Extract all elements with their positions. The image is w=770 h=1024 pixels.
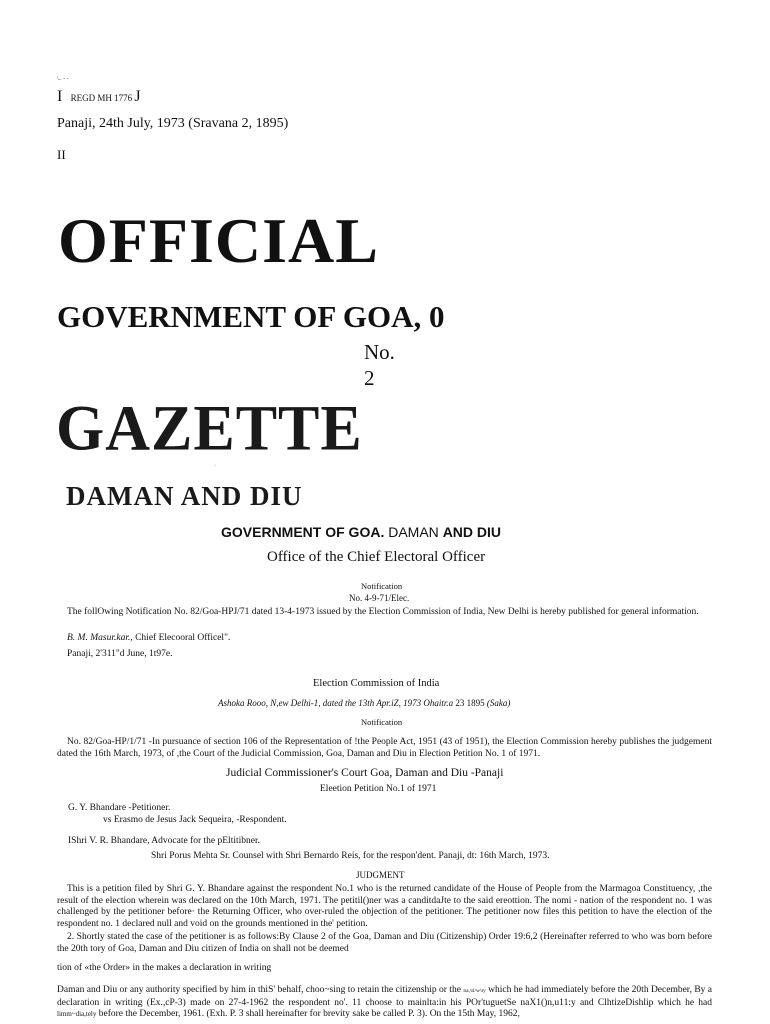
judgment-heading: JUDGMENT bbox=[356, 870, 405, 880]
commission-address-era: (Saka) bbox=[486, 698, 511, 708]
masthead-government: GOVERNMENT OF GOA, 0 bbox=[57, 299, 445, 334]
notification-title: Notification bbox=[361, 581, 403, 591]
masthead-gazette: GAZETTE bbox=[56, 393, 363, 465]
signatory-title: Chief Elecooral Officel". bbox=[135, 633, 231, 643]
judgment-para-4 bbox=[57, 985, 712, 1021]
issue-date: Panaji, 24th July, 1973 (Sravana 2, 1895) bbox=[57, 116, 289, 131]
registration-line bbox=[57, 88, 141, 106]
office-title: Office of the Chief Electoral Officer bbox=[267, 549, 486, 565]
masthead-daman-diu: DAMAN AND DIU bbox=[66, 481, 303, 511]
petition-number: Eleetion Petition No.1 of 1971 bbox=[320, 784, 437, 794]
issue-number-label: No. bbox=[364, 340, 395, 364]
issue-number-value: 2 bbox=[364, 366, 375, 390]
court-name: Judicial Commissioner's Court Goa, Daman and Diu -Panaji bbox=[226, 767, 504, 779]
series-number: II bbox=[57, 147, 66, 162]
place-date: Panaji, 2'311"d June, 1t97e. bbox=[67, 649, 173, 659]
registration-number: REGD MH 1776 bbox=[70, 93, 133, 103]
registration-bracket-right: J bbox=[134, 88, 141, 105]
notification-number: No. 4-9-71/Elec. bbox=[349, 593, 410, 603]
notification-body: The follOwing Notification No. 82/Goa-HPJ/71 dated 13-4-1973 issued by the Election Commission of India, New Delhi is hereby published for general information. bbox=[67, 607, 699, 617]
advocate-petitioner: IShri V. R. Bhandare, Advocate for the pEltitibner. bbox=[68, 836, 260, 846]
scan-mark: \.. - - bbox=[57, 76, 69, 82]
commission-address-line: Ashoka Rooo, N,ew Delhi-1, dated the 13th Apr.iZ, 1973 Ohaitr.a bbox=[218, 698, 454, 708]
scan-dot: · bbox=[214, 463, 216, 469]
masthead-official: OFFICIAL bbox=[58, 205, 379, 276]
advocate-respondent: Shri Porus Mehta Sr. Counsel with Shri Bernardo Reis, for the respon'dent. Panaji, dt: 16th March, 1973. bbox=[151, 851, 550, 861]
judgment-para-4-c: before the December, 1961. (Exh. P. 3 shall hereinafter for brevity sake be called P. 3). On the 15th May, 1962, bbox=[98, 1009, 520, 1019]
respondent: vs Erasmo de Jesus Jack Sequeira, -Respondent. bbox=[103, 815, 287, 825]
judgment-para-3: tion of «the Order» in the makes a declaration in writing bbox=[57, 963, 272, 973]
registration-bracket-left: I bbox=[57, 88, 63, 105]
section-heading-part1: GOVERNMENT OF GOA. bbox=[221, 524, 385, 540]
section-heading-part2: DAMAN bbox=[388, 524, 439, 540]
section-heading-part3: AND DIU bbox=[442, 524, 502, 540]
section-heading bbox=[221, 524, 501, 540]
notification2-body: No. 82/Goa-HP/1/71 -In pursuance of section 106 of the Representation of !the People Act, 1951 (43 of 1951), the Election Commission hereby publishes the judgement dated the 16th March, 1973, of ,the Court of the Judicial Commission, Goa, Daman and Diu in Election Petition No. 1 of 1971. bbox=[57, 737, 712, 759]
notification2-title: Notification bbox=[361, 717, 403, 727]
signatory bbox=[67, 633, 230, 643]
signatory-name: B. M. Masur.kar., bbox=[67, 633, 133, 643]
commission-name: Election Commission of India bbox=[313, 678, 440, 689]
petitioner: G. Y. Bhandare -Petitioner. bbox=[68, 803, 171, 813]
judgment-para-4-tiny2: limm~dia,tely bbox=[57, 1010, 97, 1018]
judgment-para-1: This is a petition filed by Shri G. Y. Bhandare against the respondent No.1 who is the returned candidate of the House of People from the Marmagoa Constituency, ,the result of the election wherein was declared on the 10th March, 1971. The petitil()ner was a canditdaJte to the said ereottion. The nomi - nation of the respondent no. 1 was challenged by the petitioner before· the Returning Officer, who over-ruled the objection of the petitioner. The petitioner now files this petition to have the election of the respondent no. 1 declared null and void on the grounds mentioned in the' petition. bbox=[57, 884, 712, 929]
judgment-para-2: 2. Shortly stated the case of the petitioner is as follows:By Clause 2 of the Goa, Daman and Diu (Citizenship) Order 19:6,2 (Hereinafter referred to who was born before the 20th tory of Goa, Daman and Diu citizen of India on shall not be deemed bbox=[57, 932, 712, 954]
judgment-para-4-b: which he had immediately before the 20th December, By a declaration in writing (Ex.,cP-3) made on 27-4-1962 the respondent no'. 11 choose to mainlta:in his POr'tuguetSe naX1()n,u11:y and ClhtizeDishlip which he had bbox=[57, 985, 713, 1008]
commission-address-year: 23 1895 bbox=[455, 698, 485, 708]
judgment-para-4-a: Daman and Diu or any authority specified by him in thiS' behalf, choo~sing to retain the citizenship or the bbox=[57, 985, 461, 995]
commission-address bbox=[218, 698, 510, 708]
judgment-para-4-tiny1: na,\ti/w\ty bbox=[463, 988, 486, 994]
